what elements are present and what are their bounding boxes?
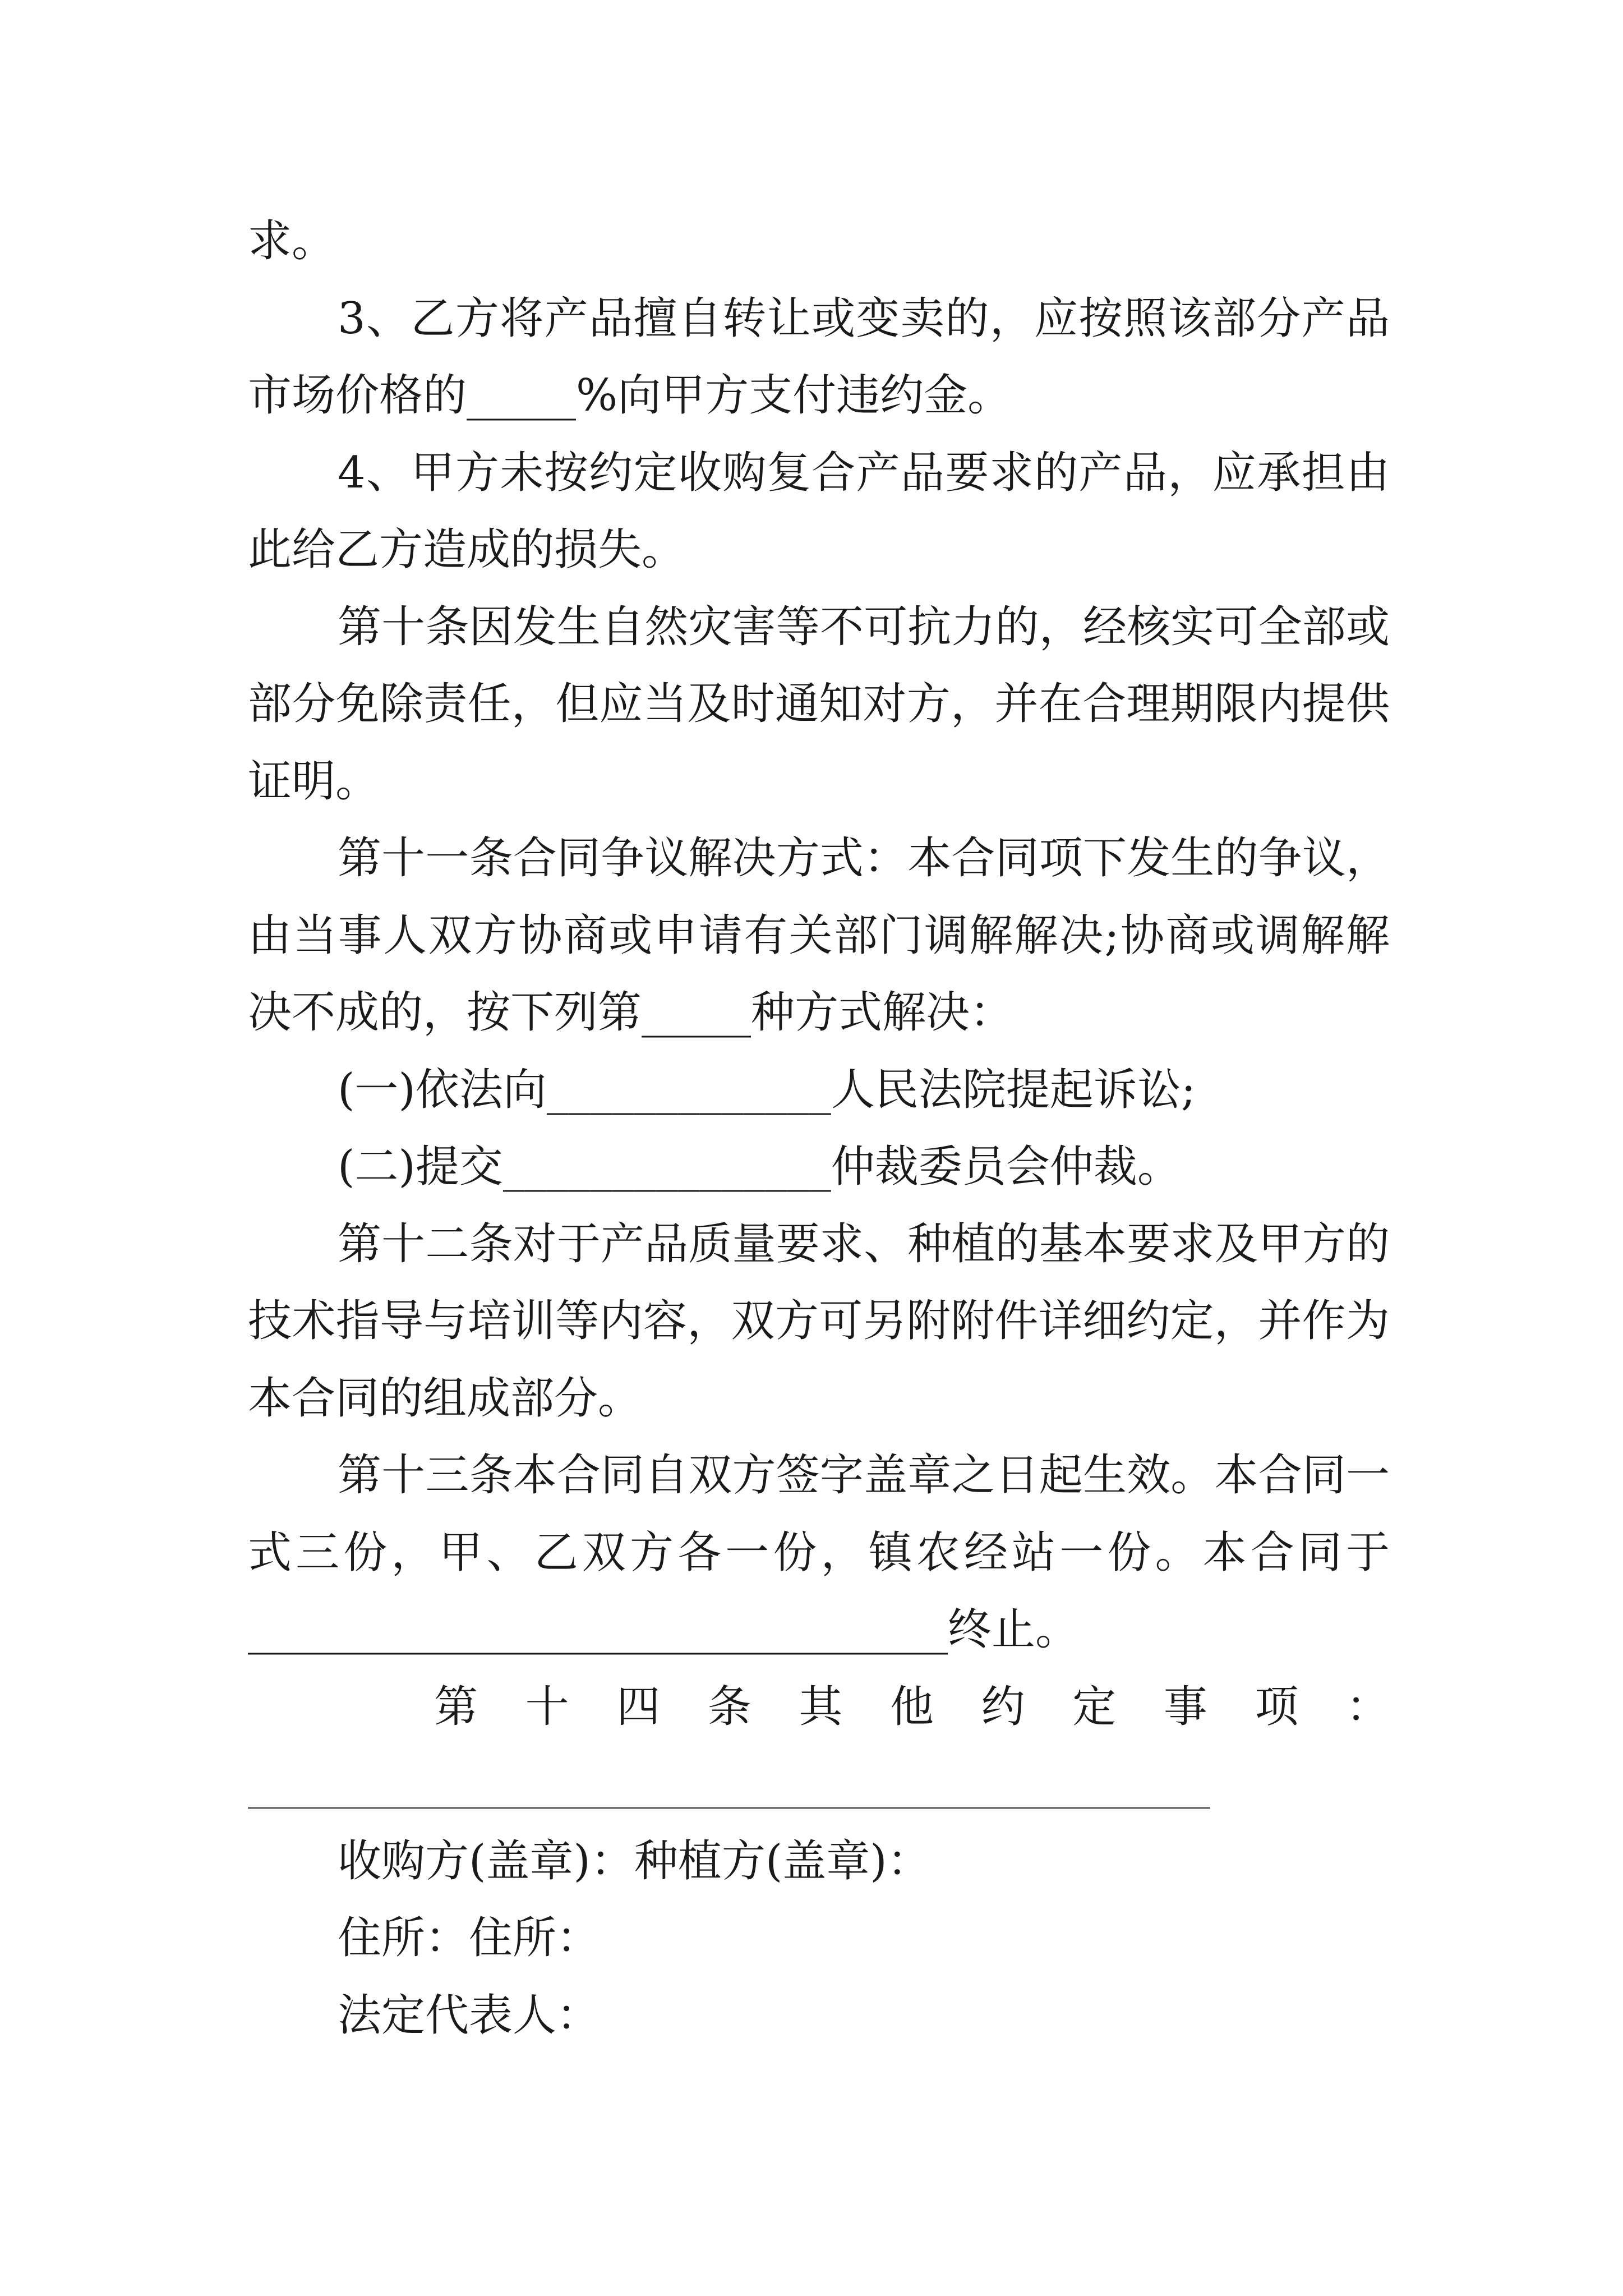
- text-line: 式三份，甲、乙双方各一份，镇农经站一份。本合同于: [248, 1527, 1390, 1578]
- text-line: 第十一条合同争议解决方式：本合同项下发生的争议，: [338, 833, 1390, 884]
- clause-item-4: [248, 435, 1390, 589]
- text-line: 求。: [248, 216, 336, 266]
- text-line: 市场价格的_____%向甲方支付违约金。: [248, 370, 1012, 421]
- text-line: (一)依法向_____________人民法院提起诉讼;: [338, 1064, 1196, 1115]
- text-line: 第十四条其他约定事项：: [434, 1681, 1390, 1732]
- text-line: 证明。: [248, 756, 380, 807]
- text-line: 由当事人双方协商或申请有关部门调解解决;协商或调解解: [248, 910, 1390, 961]
- parties-seal-line: 收购方(盖章)：种植方(盖章)：: [338, 1835, 931, 1887]
- article-13: [248, 1437, 1390, 1669]
- signature-block: [248, 1823, 1390, 2055]
- address-line: 住所：住所：: [338, 1913, 601, 1963]
- fill-in-blank-line: ____________________________________________: [248, 1759, 1210, 1809]
- article-11-option-2: [248, 1129, 1390, 1206]
- text-line: 本合同的组成部分。: [248, 1373, 642, 1424]
- article-11: [248, 820, 1390, 1052]
- clause-item-3: [248, 280, 1390, 435]
- text-line: (二)提交_______________仲裁委员会仲裁。: [338, 1142, 1181, 1192]
- text-line: 第十二条对于产品质量要求、种植的基本要求及甲方的: [338, 1218, 1390, 1269]
- text-line: 第十条因发生自然灾害等不可抗力的，经核实可全部或: [338, 601, 1390, 652]
- article-10: [248, 589, 1390, 821]
- article-11-option-1: [248, 1052, 1390, 1129]
- article-12: [248, 1206, 1390, 1438]
- text-line: 第十三条本合同自双方签字盖章之日起生效。本合同一: [338, 1450, 1390, 1501]
- text-line: 4、甲方未按约定收购复合产品要求的产品，应承担由: [338, 447, 1390, 498]
- text-line: 此给乙方造成的损失。: [248, 524, 686, 575]
- text-line: ________________________________终止。: [248, 1604, 1080, 1655]
- text-line: 部分免除责任，但应当及时通知对方，并在合理期限内提供: [248, 679, 1390, 729]
- legal-representative-line: 法定代表人：: [338, 1990, 601, 2041]
- text-line: 技术指导与培训等内容，双方可另附附件详细约定，并作为: [248, 1296, 1390, 1346]
- text-line: 3、乙方将产品擅自转让或变卖的，应按照该部分产品: [338, 293, 1390, 344]
- article-14: [248, 1669, 1390, 1823]
- text-line: 决不成的，按下列第_____种方式解决：: [248, 987, 1014, 1038]
- previous-clause-continuation: [248, 203, 1390, 280]
- contract-body: [248, 203, 1390, 2054]
